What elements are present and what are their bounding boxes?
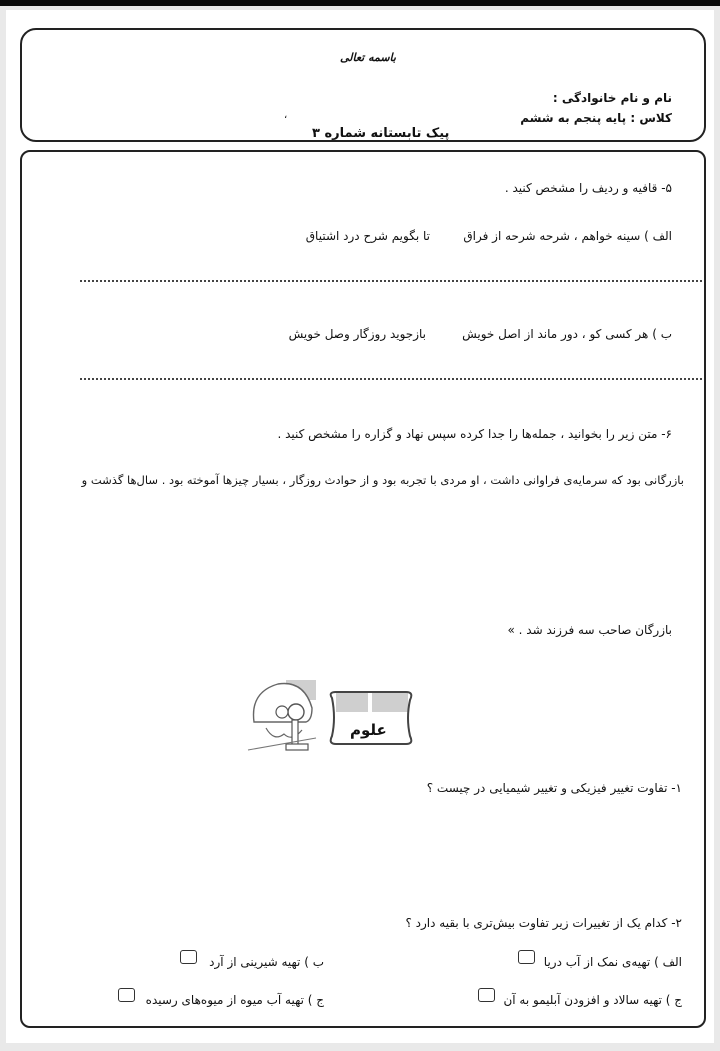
science-section-header bbox=[246, 678, 416, 760]
stray-mark: ، bbox=[284, 110, 288, 121]
option-b-label: ب ) تهیه شیرینی از آرد bbox=[209, 955, 324, 969]
content-box bbox=[20, 150, 706, 1028]
header-box bbox=[20, 28, 706, 142]
option-a-label: الف ) تهیه‌ی نمک از آب دریا bbox=[543, 955, 682, 969]
class-label: کلاس : پایه پنجم به ششم bbox=[520, 111, 672, 125]
option-d-checkbox[interactable] bbox=[118, 988, 135, 1002]
q5-item-a: الف ) سینه خواهم ، شرحه شرحه از فراق bbox=[463, 229, 672, 243]
option-d-label: ج ) تهیه آب میوه از میوه‌های رسیده bbox=[145, 993, 324, 1007]
q5-item-a-hemistich: تا بگویم شرح درد اشتیاق bbox=[305, 229, 430, 243]
option-c-label: ج ) تهیه سالاد و افزودن آبلیمو به آن bbox=[503, 993, 682, 1007]
q6-passage-line1: بازرگانی بود که سرمایه‌ی فراوانی داشت ، او مردی با تجربه بود و از حوادث روزگار ، بسیار چیزها آموخته بود . سال‌ها گذشت و bbox=[81, 473, 684, 487]
q5-item-b: ب ) هر کسی کو ، دور ماند از اصل خویش bbox=[462, 327, 672, 341]
science-section-title: علوم bbox=[350, 721, 387, 739]
q6-prompt: ۶- متن زیر را بخوانید ، جمله‌ها را جدا کرده سپس نهاد و گزاره را مشخص کنید . bbox=[277, 427, 672, 441]
q5-item-b-hemistich: بازجوید روزگار وصل خویش bbox=[288, 327, 426, 341]
top-bar bbox=[0, 0, 720, 6]
name-label: نام و نام خانوادگی : bbox=[552, 91, 672, 105]
option-a-checkbox[interactable] bbox=[518, 950, 535, 964]
q6-passage-line2: بازرگان صاحب سه فرزند شد . » bbox=[507, 623, 672, 637]
worksheet-page bbox=[6, 10, 714, 1043]
option-b-checkbox[interactable] bbox=[180, 950, 197, 964]
option-c-checkbox[interactable] bbox=[478, 988, 495, 1002]
q5-prompt: ۵- قافیه و ردیف را مشخص کنید . bbox=[504, 181, 672, 195]
science-q2-prompt: ۲- کدام یک از تغییرات زیر تفاوت بیش‌تری با بقیه دارد ؟ bbox=[405, 916, 682, 930]
answer-dotted-line[interactable] bbox=[80, 378, 702, 380]
answer-dotted-line[interactable] bbox=[80, 280, 702, 282]
bismillah-text: باسمه تعالی bbox=[340, 51, 396, 64]
worksheet-title: پیک تابستانه شماره ۳ bbox=[312, 126, 450, 141]
cartoon-girl-microscope-icon bbox=[246, 678, 416, 760]
science-q1-prompt: ۱- تفاوت تغییر فیزیکی و تغییر شیمیایی در چیست ؟ bbox=[426, 781, 682, 795]
